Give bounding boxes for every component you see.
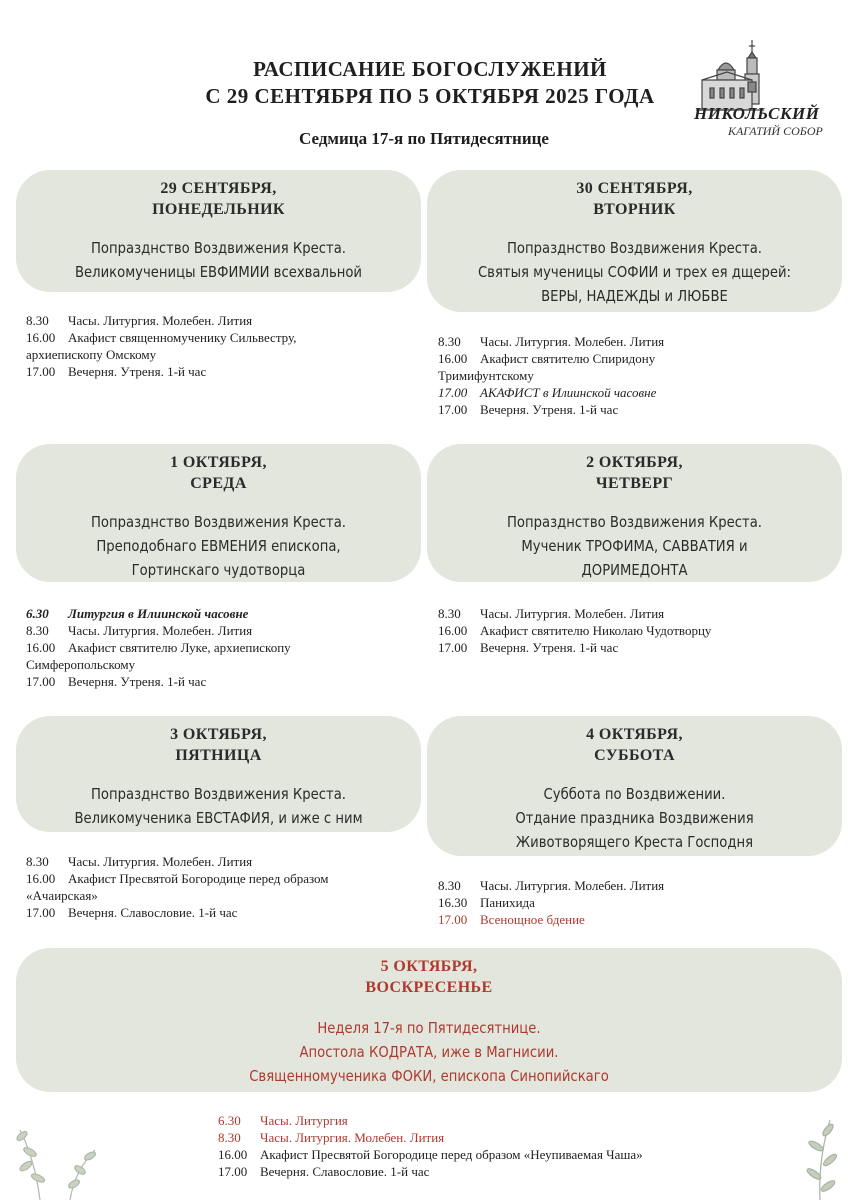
day-feast: Попразднство Воздвижения Креста. Святыя мученицы СОФИИ и трех ея дщерей: ВЕРЫ, НАДЕЖДЫ и ЛЮБВЕ bbox=[477, 239, 792, 305]
day-date: 1 ОКТЯБРЯ, СРЕДА bbox=[170, 454, 267, 492]
day-card-oct2 bbox=[427, 444, 842, 582]
day-date: 2 ОКТЯБРЯ, ЧЕТВЕРГ bbox=[586, 454, 683, 492]
day-date: 4 ОКТЯБРЯ, СУББОТА bbox=[586, 726, 683, 764]
week-title: Седмица 17-я по Пятидесятнице bbox=[299, 129, 549, 148]
schedule-sep30: 8.30 Часы. Литургия. Молебен. Лития 16.00 Акафист святителю Спиридону Тримифунтскому 17.00 АКАФИСТ в Илиинской часовне 17.00 Вечерня. Утреня. 1-й час bbox=[438, 334, 665, 417]
day-card-sep30 bbox=[427, 170, 842, 312]
schedule-oct5: 6.30 Часы. Литургия 8.30 Часы. Литургия. Молебен. Лития 16.00 Акафист Пресвятой Богородице перед образом «Неупиваемая Чаша» 17.00 Вечерня. Славословие. 1-й час bbox=[218, 1113, 643, 1179]
day-date: 29 СЕНТЯБРЯ, ПОНЕДЕЛЬНИК bbox=[152, 180, 285, 218]
day-card-oct1 bbox=[16, 444, 421, 582]
day-feast: Попразднство Воздвижения Креста. Великомученика ЕВСТАФИЯ, и иже с ним bbox=[74, 785, 363, 827]
page-title: РАСПИСАНИЕ БОГОСЛУЖЕНИЙ bbox=[253, 57, 607, 81]
day-date: 30 СЕНТЯБРЯ, ВТОРНИК bbox=[576, 180, 693, 218]
logo-name: НИКОЛЬСКИЙ bbox=[694, 104, 820, 123]
day-card-oct4 bbox=[427, 716, 842, 856]
plant-left-icon bbox=[0, 1070, 120, 1200]
day-feast: Попразднство Воздвижения Креста. Преподобнаго ЕВМЕНИЯ епископа, Гортинскаго чудотворца bbox=[91, 513, 346, 579]
schedule-oct4: 8.30 Часы. Литургия. Молебен. Лития 16.30 Панихида 17.00 Всенощное бдение bbox=[438, 878, 665, 927]
schedule-oct2: 8.30 Часы. Литургия. Молебен. Лития 16.00 Акафист святителю Николаю Чудотворцу 17.00 Вечерня. Утреня. 1-й час bbox=[438, 606, 712, 655]
day-feast: Неделя 17-я по Пятидесятнице. Апостола КОДРАТА, иже в Магнисии. Священномученика ФОКИ, епископа Синопийскаго bbox=[249, 1019, 609, 1085]
page-subtitle-dates: С 29 СЕНТЯБРЯ ПО 5 ОКТЯБРЯ 2025 ГОДА bbox=[205, 84, 655, 108]
day-card-oct3 bbox=[16, 716, 421, 832]
schedule-sep29: 8.30 Часы. Литургия. Молебен. Лития 16.00 Акафист священномученику Сильвестру, архиепископу Омскому 17.00 Вечерня. Утреня. 1-й час bbox=[26, 313, 297, 379]
schedule-oct1: 6.30 Литургия в Илиинской часовне 8.30 Часы. Литургия. Молебен. Лития 16.00 Акафист святителю Луке, архиепископу Симферопольскому 17.00 Вечерня. Утреня. 1-й час bbox=[26, 606, 291, 689]
day-feast: Попразднство Воздвижения Креста. Мученик ТРОФИМА, САВВАТИЯ и ДОРИМЕДОНТА bbox=[507, 513, 762, 579]
logo-sub: КАГАТИЙ СОБОР bbox=[728, 124, 823, 138]
day-card-sep29 bbox=[16, 170, 421, 292]
day-feast: Суббота по Воздвижении. Отдание праздника Воздвижения Животворящего Креста Господня bbox=[515, 785, 754, 851]
day-date: 3 ОКТЯБРЯ, ПЯТНИЦА bbox=[170, 726, 267, 764]
plant-right-icon bbox=[770, 1090, 848, 1200]
day-feast: Попразднство Воздвижения Креста. Великомученицы ЕВФИМИИ всехвальной bbox=[74, 239, 363, 281]
schedule-oct3: 8.30 Часы. Литургия. Молебен. Лития 16.00 Акафист Пресвятой Богородице перед образом «Ачаирская» 17.00 Вечерня. Славословие. 1-й час bbox=[26, 854, 329, 920]
cathedral-logo-icon bbox=[690, 36, 790, 160]
day-card-oct5 bbox=[16, 948, 842, 1092]
day-date: 5 ОКТЯБРЯ, ВОСКРЕСЕНЬЕ bbox=[365, 958, 493, 996]
